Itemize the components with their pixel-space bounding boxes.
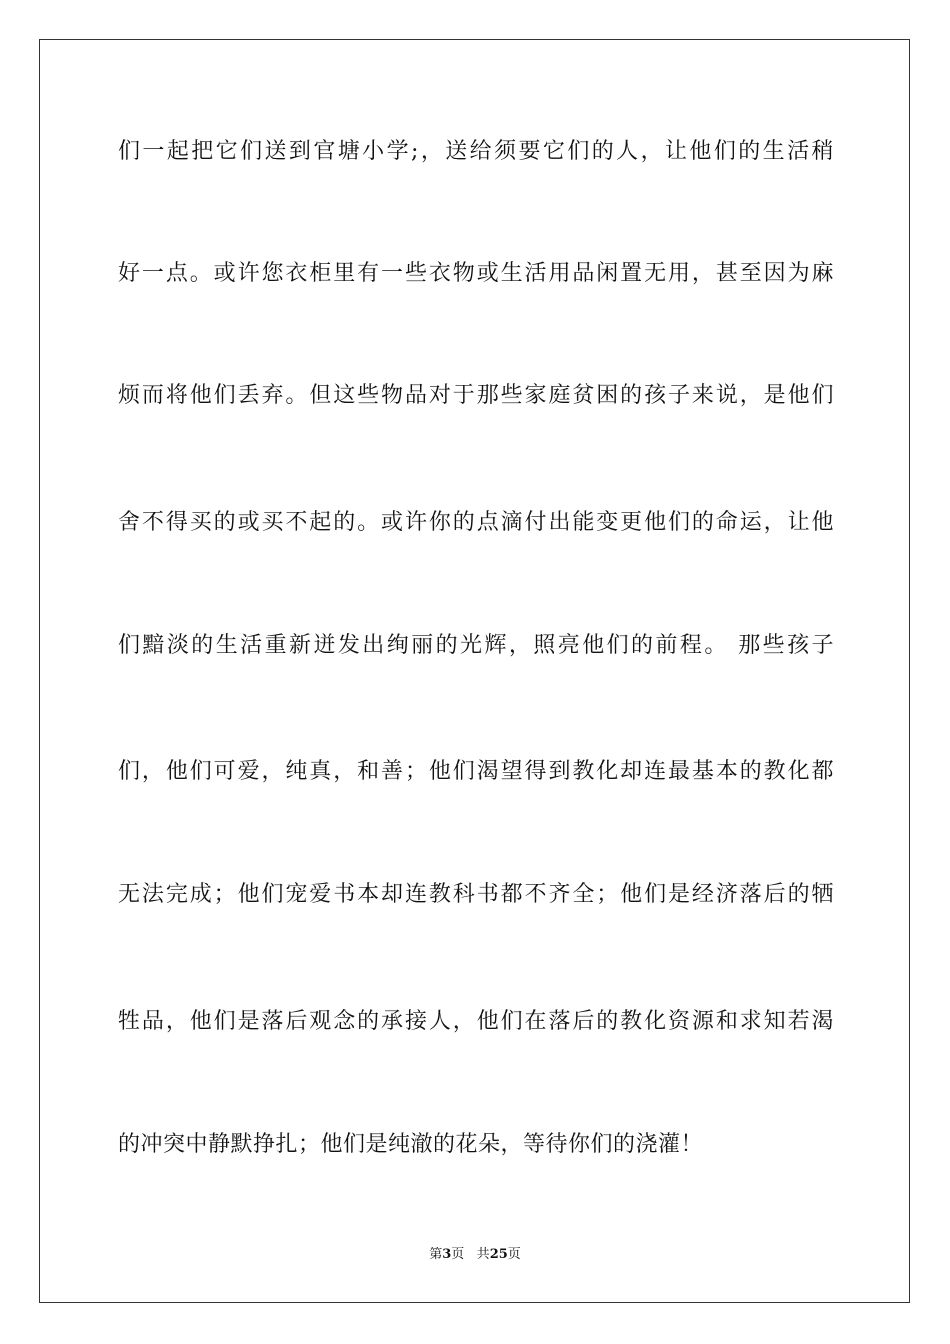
total-pages-number: 25 — [489, 1247, 508, 1262]
paragraph-line-4: 舍不得买的或买不起的。或许你的点滴付出能变更他们的命运，让他 — [118, 510, 834, 535]
paragraph-line-1: 们一起把它们送到官塘小学;，送给须要它们的人，让他们的生活稍 — [118, 139, 834, 164]
current-page-number: 3 — [442, 1247, 452, 1262]
paragraph-line-2: 好一点。或许您衣柜里有一些衣物或生活用品闲置无用，甚至因为麻 — [118, 261, 834, 286]
paragraph-line-3: 烦而将他们丢弃。但这些物品对于那些家庭贫困的孩子来说，是他们 — [118, 383, 834, 408]
paragraph-line-9: 的冲突中静默挣扎；他们是纯澈的花朵，等待你们的浇灌！ — [118, 1132, 704, 1157]
paragraph-line-8: 牲品，他们是落后观念的承接人，他们在落后的教化资源和求知若渴 — [118, 1009, 834, 1034]
footer-prefix: 第 — [429, 1247, 443, 1262]
footer-total-unit: 页 — [507, 1247, 521, 1262]
paragraph-line-6: 们，他们可爱，纯真，和善；他们渴望得到教化却连最基本的教化都 — [118, 759, 834, 784]
footer-page-unit: 页 — [451, 1247, 465, 1262]
page-border — [39, 39, 910, 1303]
footer-total-prefix: 共 — [476, 1247, 490, 1262]
page-footer — [0, 1246, 950, 1264]
paragraph-line-7: 无法完成；他们宠爱书本却连教科书都不齐全；他们是经济落后的牺 — [118, 882, 834, 907]
paragraph-line-5: 们黯淡的生活重新迸发出绚丽的光辉，照亮他们的前程。 那些孩子 — [118, 633, 834, 658]
